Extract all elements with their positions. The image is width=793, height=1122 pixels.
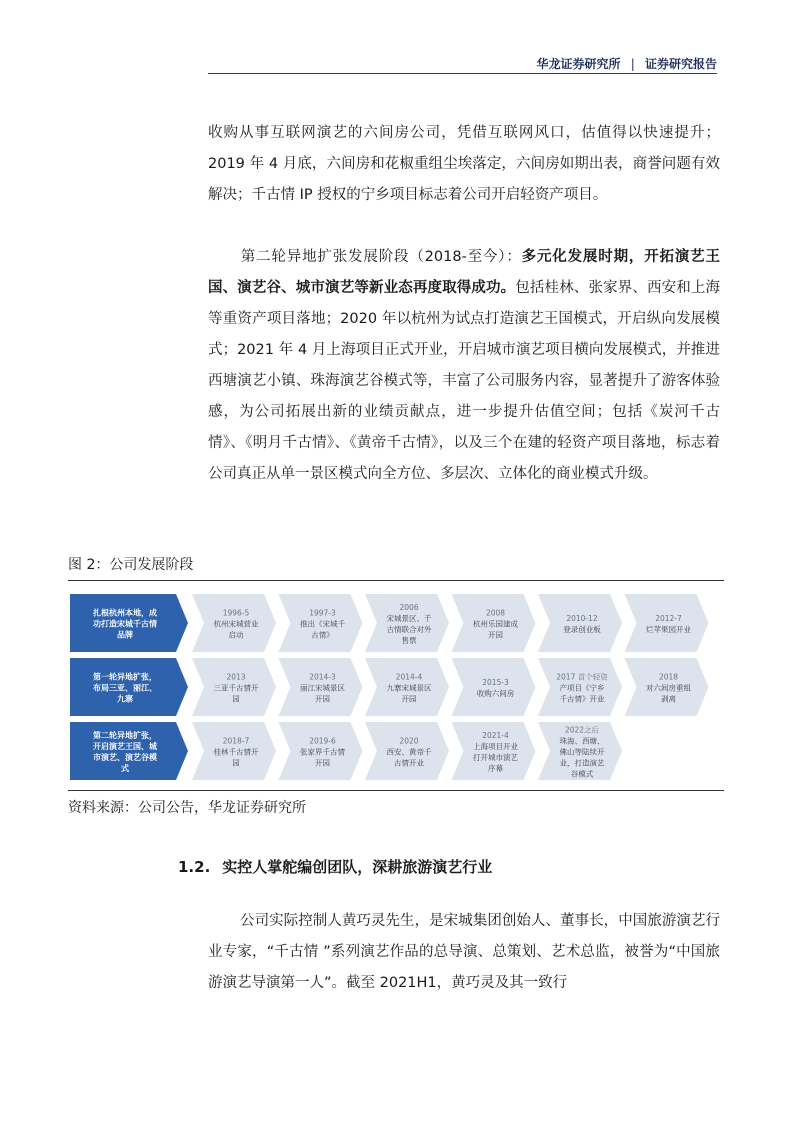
milestone-text: 桂林千古情开 bbox=[213, 747, 259, 757]
stage-row bbox=[70, 658, 709, 716]
milestone-date: 2008 bbox=[485, 608, 506, 618]
figure-bottom-rule bbox=[68, 790, 724, 791]
milestone-date: 2018 bbox=[658, 672, 679, 682]
report-header bbox=[537, 55, 717, 72]
milestone-date: 2021-4 bbox=[482, 731, 509, 740]
stage-header-text: 品牌 bbox=[117, 630, 133, 640]
paragraph-2-bold: 多元化发展时期，开拓演艺王国、演艺谷、城市演艺等新业态再度取得成功。 bbox=[208, 249, 720, 296]
milestone-text: 古情》 bbox=[311, 630, 334, 640]
milestone-date: 2014-3 bbox=[309, 672, 336, 682]
milestone-chevron bbox=[452, 658, 536, 716]
stage-header-text: 九寨 bbox=[117, 694, 133, 704]
paragraph-3-text: 公司实际控制人黄巧灵先生，是宋城集团创始人、董事长，中国旅游演艺行业专家，“千古情 ”系列演艺作品的总导演、总策划、艺术总监，被誉为“中国旅游演艺导演第一人”。截至 2021H1，黄巧灵及其一致行 bbox=[208, 913, 720, 991]
milestone-text: 开园 bbox=[315, 758, 330, 768]
milestone-text: 开园 bbox=[401, 694, 417, 704]
header-type: 证券研究报告 bbox=[644, 57, 717, 71]
milestone-date: 2019-6 bbox=[309, 736, 336, 746]
milestone-date: 1997-3 bbox=[309, 608, 336, 618]
milestone-text: 开园 bbox=[315, 694, 330, 704]
stage-header-text: 第二轮异地扩张， bbox=[93, 731, 157, 740]
stage-header-text: 功打造宋城千古情 bbox=[93, 619, 157, 629]
milestone-text: 剥离 bbox=[661, 694, 676, 704]
stage-row bbox=[70, 722, 622, 780]
section-title: 实控人掌舵编创团队，深耕旅游演艺行业 bbox=[222, 858, 493, 876]
section-heading bbox=[178, 856, 492, 877]
milestone-text: 九寨宋城景区 bbox=[386, 683, 432, 693]
header-rule bbox=[208, 73, 717, 74]
milestone-text: 西安、黄帝千 bbox=[386, 747, 432, 757]
milestone-text: 售票 bbox=[401, 636, 417, 645]
milestone-chevron bbox=[625, 594, 709, 652]
milestone-text: 杭州宋城营业 bbox=[213, 619, 259, 629]
milestone-text: 序幕 bbox=[488, 764, 503, 773]
milestone-date: 1996-5 bbox=[222, 608, 250, 618]
paragraph-1: 收购从事互联网演艺的六间房公司，凭借互联网风口，估值得以快速提升；2019 年 4 月底，六间房和花椒重组尘埃落定，六间房如期出表，商誉问题有效解决；千古情 IP 授权的宁乡项目标志着公司开启轻资产项目。 bbox=[208, 125, 720, 203]
milestone-text: 业，打造演艺 bbox=[559, 758, 605, 768]
milestone-date: 2022之后 bbox=[564, 725, 600, 735]
stage-header-text: 布局三亚、丽江、 bbox=[93, 683, 157, 693]
milestone-text: 张家界千古情 bbox=[300, 747, 345, 757]
stage-header-text: 开启演艺王国、城 bbox=[93, 742, 157, 751]
milestone-date: 2013 bbox=[226, 672, 246, 682]
milestone-chevron bbox=[538, 594, 622, 652]
milestone-text: 烂苹果园开业 bbox=[646, 625, 691, 634]
milestone-text: 打开城市演艺 bbox=[473, 753, 518, 762]
section-number: 1.2. bbox=[178, 858, 211, 876]
paragraph-2-rest: 包括桂林、张家界、西安和上海等重资产项目落地；2020 年以杭州为试点打造演艺王国模式，开启纵向发展模式；2021 年 4 月上海项目正式开业，开启城市演艺项目横向发展模式，并推进西塘演艺小镇、珠海演艺谷模式等，丰富了公司服务内容，显著提升了游客体验感，为公司拓展出新的业绩贡献点，进一步提升估值空间；包括《炭河千古情》、《明月千古情》、《黄帝千古情》，以及三个在建的轻资产项目落地，标志着公司真正从单一景区模式向全方位、多层次、立体化的商业模式升级。 bbox=[208, 280, 721, 482]
milestone-text: 园 bbox=[232, 758, 240, 768]
milestone-text: 启动 bbox=[228, 630, 244, 640]
milestone-text: 上海项目开业 bbox=[473, 742, 518, 751]
milestone-text: 推出《宋城千 bbox=[300, 619, 345, 629]
milestone-text: 园 bbox=[232, 694, 240, 704]
milestone-text: 对六间房重组 bbox=[646, 683, 691, 693]
milestone-date: 2018-7 bbox=[222, 736, 250, 746]
development-stages-diagram bbox=[68, 590, 724, 786]
milestone-date: 2017 首个轻资 bbox=[556, 672, 608, 682]
stage-row bbox=[70, 594, 709, 652]
figure-title: 图 2：公司发展阶段 bbox=[68, 557, 194, 573]
milestone-text: 收购六间房 bbox=[476, 689, 515, 698]
milestone-text: 登录创业板 bbox=[563, 625, 601, 634]
milestone-text: 杭州乐园建成 bbox=[473, 619, 518, 629]
milestone-date: 2014-4 bbox=[395, 672, 423, 682]
milestone-date: 2012-7 bbox=[655, 614, 682, 623]
milestone-text: 产项目《宁乡 bbox=[559, 683, 605, 693]
milestone-text: 三亚千古情开 bbox=[213, 683, 259, 693]
milestone-text: 古情开业 bbox=[394, 758, 424, 768]
header-org: 华龙证券研究所 bbox=[536, 57, 621, 71]
milestone-text: 珠海、西塘、 bbox=[559, 736, 605, 746]
stage-header-text: 式 bbox=[121, 764, 129, 773]
milestone-text: 开园 bbox=[488, 630, 503, 640]
milestone-text: 谷模式 bbox=[570, 769, 594, 779]
milestone-date: 2006 bbox=[399, 603, 419, 612]
stage-header-text: 第一轮异地扩张， bbox=[93, 672, 157, 682]
stage-header-text: 扎根杭州本地，成 bbox=[93, 608, 157, 618]
paragraph-2-lead: 第二轮异地扩张发展阶段（2018-至今）： bbox=[240, 249, 522, 265]
figure-source: 资料来源：公司公告，华龙证券研究所 bbox=[68, 800, 306, 816]
milestone-text: 千古情》开业 bbox=[559, 694, 605, 704]
milestone-date: 2010-12 bbox=[566, 614, 598, 623]
header-separator: | bbox=[630, 57, 635, 71]
milestone-text: 宋城景区、千 bbox=[386, 614, 432, 623]
milestone-text: 佛山等陆续开 bbox=[559, 747, 605, 757]
paragraph-3 bbox=[208, 906, 720, 999]
milestone-text: 古情联合对外 bbox=[386, 625, 432, 634]
paragraph-2 bbox=[208, 242, 720, 490]
milestone-date: 2020 bbox=[399, 736, 419, 746]
stage-header-text: 市演艺、演艺谷模 bbox=[93, 753, 157, 762]
milestone-date: 2015-3 bbox=[482, 678, 509, 687]
milestone-text: 丽江宋城景区 bbox=[300, 683, 345, 693]
figure-top-rule bbox=[68, 580, 724, 581]
